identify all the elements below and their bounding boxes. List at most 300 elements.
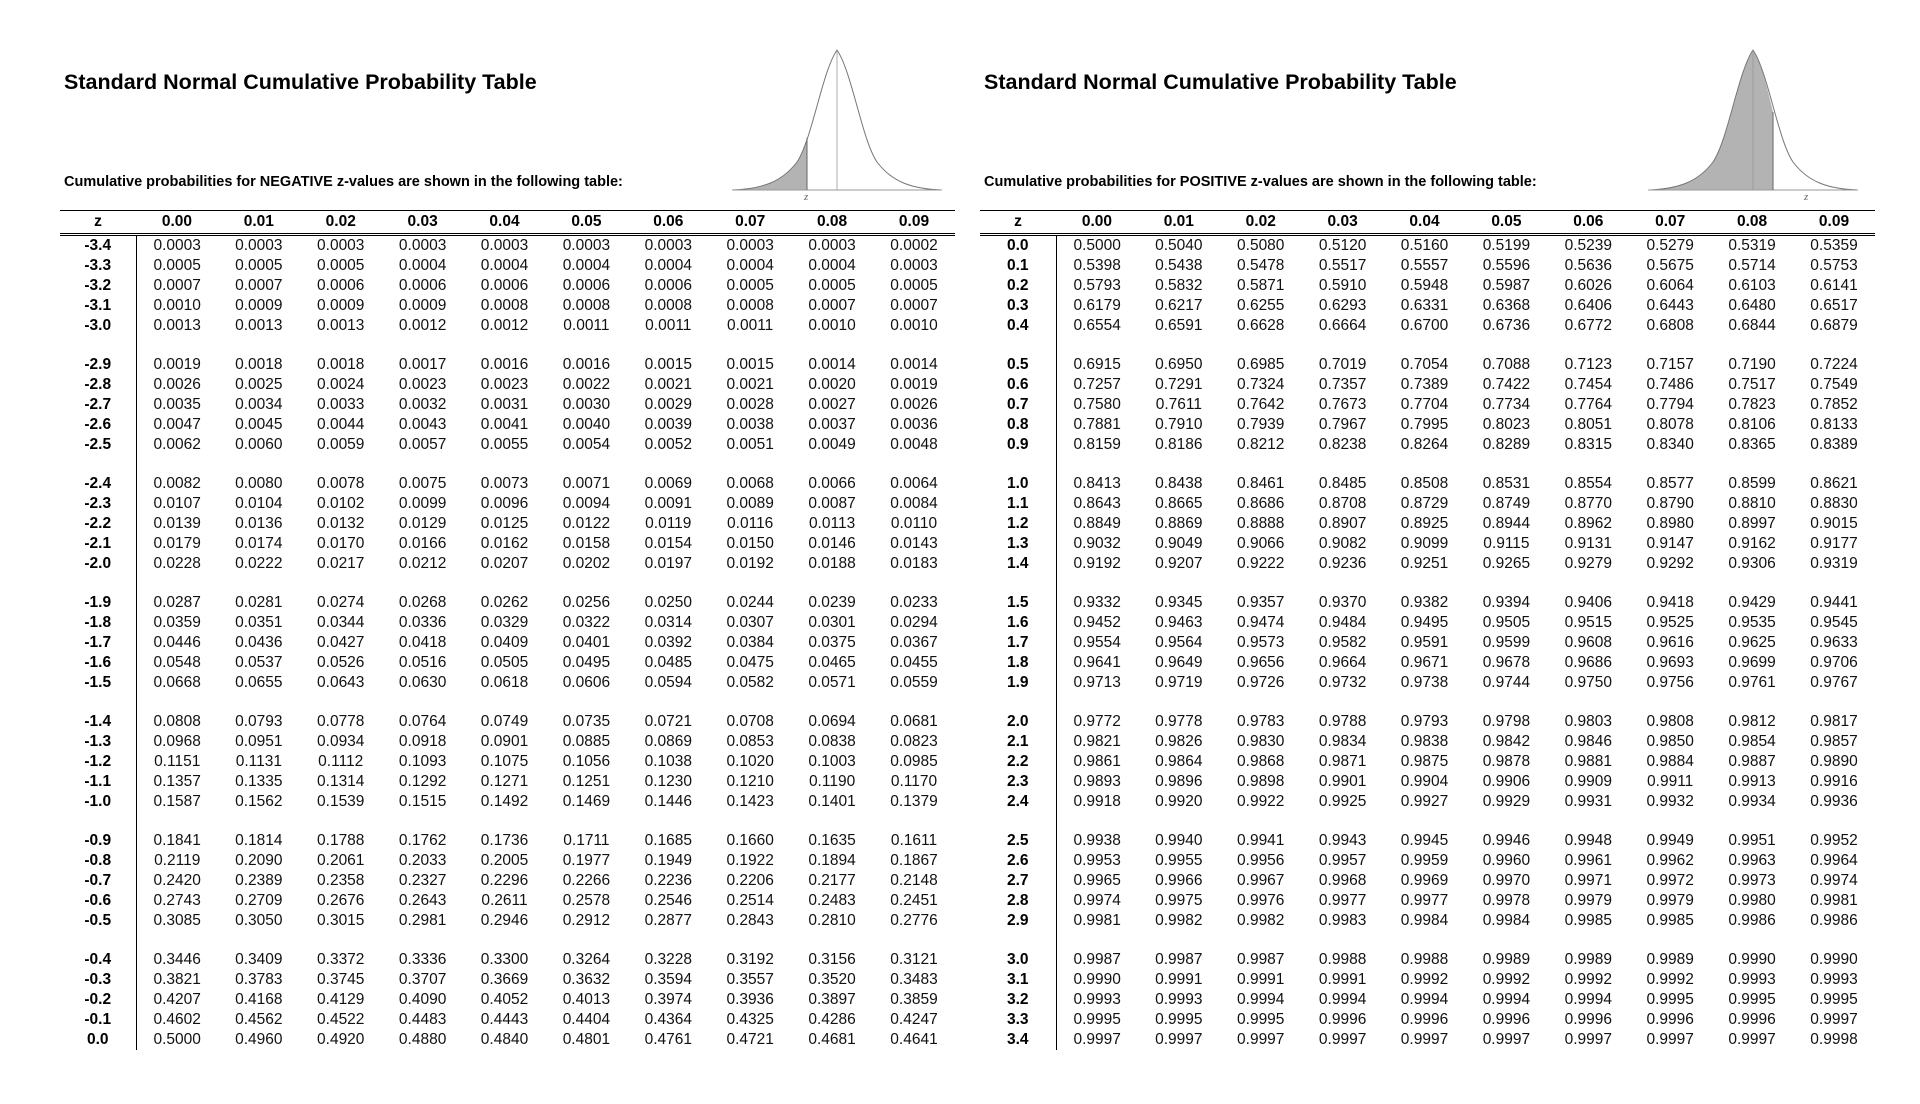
probability-cell: 0.3156	[808, 951, 856, 968]
probability-cell: 0.9222	[1237, 555, 1285, 572]
z-value-cell: 2.2	[980, 752, 1056, 772]
probability-cell: 0.9992	[1564, 971, 1612, 988]
table-row	[980, 891, 1875, 911]
z-value-cell: 1.2	[980, 514, 1056, 534]
probability-cell: 0.0078	[317, 475, 365, 492]
probability-cell: 0.4602	[153, 1011, 201, 1028]
probability-cell: 0.9474	[1237, 614, 1285, 631]
column-header: 0.02	[300, 211, 382, 235]
probability-cell: 0.0009	[398, 297, 447, 314]
probability-cell: 0.9738	[1400, 674, 1449, 691]
probability-cell: 0.1170	[890, 773, 938, 790]
probability-cell: 0.4880	[398, 1031, 447, 1048]
probability-cell: 0.0060	[235, 436, 283, 453]
probability-cell: 0.9927	[1400, 793, 1449, 810]
probability-cell: 0.0034	[235, 396, 283, 413]
table-row	[980, 851, 1875, 871]
probability-cell: 0.4090	[398, 991, 447, 1008]
probability-cell: 0.0735	[562, 713, 611, 730]
probability-cell: 0.2912	[562, 912, 611, 929]
negative-z-table	[60, 210, 955, 1050]
table-row	[980, 990, 1875, 1010]
table-row	[980, 950, 1875, 970]
probability-cell: 0.9922	[1237, 793, 1285, 810]
table-row	[980, 1010, 1875, 1030]
z-value-cell: 3.2	[980, 990, 1056, 1010]
probability-cell: 0.9987	[1237, 951, 1285, 968]
probability-cell: 0.6406	[1564, 297, 1612, 314]
probability-cell: 0.7823	[1728, 396, 1776, 413]
probability-cell: 0.0038	[726, 416, 774, 433]
probability-cell: 0.0013	[153, 317, 201, 334]
probability-cell: 0.9236	[1318, 555, 1367, 572]
probability-cell: 0.9932	[1646, 793, 1694, 810]
z-value-cell: 1.6	[980, 613, 1056, 633]
negative-table-panel	[60, 0, 960, 1104]
positive-table-title: Standard Normal Cumulative Probability Table	[984, 70, 1457, 94]
z-value-cell: 2.0	[980, 712, 1056, 732]
probability-cell: 0.0143	[890, 535, 938, 552]
probability-cell: 0.9981	[1073, 912, 1121, 929]
probability-cell: 0.0516	[398, 654, 447, 671]
table-row	[980, 911, 1875, 931]
probability-cell: 0.1611	[890, 832, 938, 849]
probability-cell: 0.0197	[644, 555, 692, 572]
column-header: 0.06	[627, 211, 709, 235]
probability-cell: 0.9656	[1237, 654, 1285, 671]
probability-cell: 0.8212	[1237, 436, 1285, 453]
probability-cell: 0.2810	[808, 912, 856, 929]
curve-z-label: z	[804, 191, 809, 202]
probability-cell: 0.0139	[153, 515, 201, 532]
probability-cell: 0.9783	[1237, 713, 1285, 730]
probability-cell: 0.9719	[1155, 674, 1203, 691]
probability-cell: 0.4364	[644, 1011, 692, 1028]
probability-cell: 0.1562	[235, 793, 283, 810]
probability-cell: 0.0019	[890, 376, 938, 393]
table-row	[60, 474, 955, 494]
probability-cell: 0.2451	[890, 892, 938, 909]
probability-cell: 0.1190	[808, 773, 856, 790]
probability-cell: 0.3821	[153, 971, 201, 988]
probability-cell: 0.7734	[1482, 396, 1531, 413]
probability-cell: 0.0401	[562, 634, 611, 651]
probability-cell: 0.1401	[808, 793, 856, 810]
probability-cell: 0.9147	[1646, 535, 1694, 552]
probability-cell: 0.0037	[808, 416, 856, 433]
probability-cell: 0.4286	[808, 1011, 856, 1028]
probability-cell: 0.9484	[1318, 614, 1367, 631]
probability-cell: 0.9573	[1237, 634, 1285, 651]
probability-cell: 0.9985	[1564, 912, 1612, 929]
positive-z-table	[980, 210, 1875, 1050]
probability-cell: 0.0655	[235, 674, 283, 691]
probability-cell: 0.5239	[1564, 237, 1612, 254]
probability-cell: 0.9956	[1237, 852, 1285, 869]
probability-cell: 0.3372	[317, 951, 365, 968]
table-row	[60, 256, 955, 276]
probability-cell: 0.8186	[1155, 436, 1203, 453]
probability-cell: 0.0007	[890, 297, 938, 314]
probability-cell: 0.9625	[1728, 634, 1776, 651]
z-value-cell: -0.3	[60, 970, 136, 990]
probability-cell: 0.0359	[153, 614, 201, 631]
probability-cell: 0.9961	[1564, 852, 1612, 869]
table-row	[60, 235, 955, 257]
probability-cell: 0.0099	[398, 495, 447, 512]
z-value-cell: -0.6	[60, 891, 136, 911]
probability-cell: 0.9997	[1318, 1031, 1367, 1048]
table-row	[980, 415, 1875, 435]
positive-table-panel	[980, 0, 1880, 1104]
probability-cell: 0.9996	[1646, 1011, 1694, 1028]
table-row	[60, 792, 955, 812]
probability-cell: 0.9545	[1810, 614, 1858, 631]
probability-cell: 0.0004	[726, 257, 774, 274]
probability-cell: 0.0329	[480, 614, 529, 631]
probability-cell: 0.0985	[890, 753, 938, 770]
probability-cell: 0.2578	[562, 892, 611, 909]
table-row	[60, 395, 955, 415]
probability-cell: 0.6554	[1073, 317, 1121, 334]
z-value-cell: -0.2	[60, 990, 136, 1010]
probability-cell: 0.9938	[1073, 832, 1121, 849]
column-header: 0.07	[1629, 211, 1711, 235]
probability-cell: 0.1292	[398, 773, 447, 790]
probability-cell: 0.6772	[1564, 317, 1612, 334]
negative-table-subtitle: Cumulative probabilities for NEGATIVE z-values are shown in the following table:	[64, 174, 623, 190]
probability-cell: 0.0015	[726, 356, 774, 373]
probability-cell: 0.6591	[1155, 317, 1203, 334]
probability-cell: 0.0045	[235, 416, 283, 433]
probability-cell: 0.5636	[1564, 257, 1612, 274]
probability-cell: 0.9887	[1728, 753, 1776, 770]
shaded-left-area	[1648, 50, 1773, 190]
probability-cell: 0.9671	[1400, 654, 1449, 671]
column-header: 0.08	[1711, 211, 1793, 235]
probability-cell: 0.9515	[1564, 614, 1612, 631]
probability-cell: 0.0102	[317, 495, 365, 512]
probability-cell: 0.0011	[645, 317, 692, 334]
probability-cell: 0.9904	[1400, 773, 1449, 790]
probability-cell: 0.5120	[1318, 237, 1367, 254]
probability-cell: 0.9878	[1482, 753, 1531, 770]
probability-cell: 0.2981	[398, 912, 447, 929]
z-value-cell: -2.4	[60, 474, 136, 494]
probability-cell: 0.9996	[1728, 1011, 1776, 1028]
probability-cell: 0.9772	[1073, 713, 1121, 730]
probability-cell: 0.0051	[726, 436, 774, 453]
probability-cell: 0.8438	[1155, 475, 1203, 492]
probability-cell: 0.0158	[562, 535, 611, 552]
probability-cell: 0.3300	[480, 951, 529, 968]
probability-cell: 0.9988	[1318, 951, 1367, 968]
probability-cell: 0.9608	[1564, 634, 1612, 651]
table-row	[980, 772, 1875, 792]
probability-cell: 0.5714	[1728, 257, 1776, 274]
probability-cell: 0.9987	[1155, 951, 1203, 968]
probability-cell: 0.0336	[398, 614, 447, 631]
probability-cell: 0.7642	[1237, 396, 1285, 413]
probability-cell: 0.9564	[1155, 634, 1203, 651]
table-row	[60, 990, 955, 1010]
probability-cell: 0.0069	[644, 475, 692, 492]
probability-cell: 0.1788	[317, 832, 365, 849]
probability-cell: 0.9997	[1810, 1011, 1858, 1028]
probability-cell: 0.0008	[480, 297, 529, 314]
probability-cell: 0.7995	[1400, 416, 1449, 433]
probability-cell: 0.0256	[562, 594, 611, 611]
probability-cell: 0.9985	[1646, 912, 1694, 929]
probability-cell: 0.9980	[1728, 892, 1776, 909]
probability-cell: 0.1210	[726, 773, 774, 790]
probability-cell: 0.0250	[644, 594, 692, 611]
probability-cell: 0.0222	[235, 555, 283, 572]
probability-cell: 0.5871	[1237, 277, 1285, 294]
probability-cell: 0.9808	[1646, 713, 1694, 730]
probability-cell: 0.7549	[1810, 376, 1858, 393]
probability-cell: 0.4404	[562, 1011, 611, 1028]
probability-cell: 0.9535	[1728, 614, 1776, 631]
probability-cell: 0.9996	[1400, 1011, 1449, 1028]
probability-cell: 0.9987	[1073, 951, 1121, 968]
probability-cell: 0.8665	[1155, 495, 1203, 512]
probability-cell: 0.0007	[808, 297, 856, 314]
probability-cell: 0.6368	[1482, 297, 1531, 314]
probability-cell: 0.0048	[890, 436, 938, 453]
probability-cell: 0.2177	[808, 872, 856, 889]
probability-cell: 0.1867	[890, 852, 938, 869]
probability-cell: 0.1762	[398, 832, 447, 849]
probability-cell: 0.2148	[890, 872, 938, 889]
probability-cell: 0.9982	[1237, 912, 1285, 929]
z-value-cell: -1.4	[60, 712, 136, 732]
probability-cell: 0.9881	[1564, 753, 1612, 770]
probability-cell: 0.0136	[235, 515, 283, 532]
probability-cell: 0.9951	[1728, 832, 1776, 849]
probability-cell: 0.0003	[808, 237, 856, 254]
probability-cell: 0.2090	[235, 852, 283, 869]
column-header: 0.03	[382, 211, 464, 235]
probability-cell: 0.2327	[398, 872, 447, 889]
z-value-cell: 2.3	[980, 772, 1056, 792]
table-row	[60, 673, 955, 693]
probability-cell: 0.0281	[235, 594, 283, 611]
probability-cell: 0.0049	[808, 436, 856, 453]
probability-cell: 0.9406	[1564, 594, 1612, 611]
probability-cell: 0.0505	[480, 654, 529, 671]
probability-cell: 0.0073	[480, 475, 529, 492]
probability-cell: 0.1635	[808, 832, 856, 849]
probability-cell: 0.9015	[1810, 515, 1858, 532]
probability-cell: 0.9966	[1155, 872, 1203, 889]
probability-cell: 0.0301	[808, 614, 856, 631]
table-row	[60, 415, 955, 435]
probability-cell: 0.1894	[808, 852, 856, 869]
z-value-cell: -0.5	[60, 911, 136, 931]
probability-cell: 0.0057	[398, 436, 447, 453]
probability-cell: 0.8810	[1728, 495, 1776, 512]
probability-cell: 0.2358	[317, 872, 365, 889]
probability-cell: 0.9633	[1810, 634, 1858, 651]
probability-cell: 0.7517	[1728, 376, 1776, 393]
probability-cell: 0.7019	[1318, 356, 1367, 373]
probability-cell: 0.9177	[1810, 535, 1858, 552]
probability-cell: 0.9986	[1810, 912, 1858, 929]
probability-cell: 0.8643	[1073, 495, 1121, 512]
probability-cell: 0.9997	[1482, 1031, 1531, 1048]
probability-cell: 0.9750	[1564, 674, 1612, 691]
probability-cell: 0.9991	[1237, 971, 1285, 988]
table-row	[60, 831, 955, 851]
probability-cell: 0.9963	[1728, 852, 1776, 869]
z-value-cell: -1.0	[60, 792, 136, 812]
probability-cell: 0.8997	[1728, 515, 1776, 532]
probability-cell: 0.2877	[644, 912, 692, 929]
probability-cell: 0.9995	[1237, 1011, 1285, 1028]
probability-cell: 0.0027	[808, 396, 856, 413]
probability-cell: 0.0239	[808, 594, 856, 611]
probability-cell: 0.0004	[398, 257, 447, 274]
probability-cell: 0.0031	[480, 396, 529, 413]
probability-cell: 0.0012	[398, 317, 447, 334]
probability-cell: 0.0681	[890, 713, 938, 730]
probability-cell: 0.0019	[153, 356, 201, 373]
table-row	[60, 772, 955, 792]
probability-cell: 0.0287	[153, 594, 201, 611]
probability-cell: 0.9975	[1155, 892, 1203, 909]
probability-cell: 0.0918	[398, 733, 447, 750]
probability-cell: 0.8849	[1073, 515, 1121, 532]
probability-cell: 0.9732	[1318, 674, 1367, 691]
probability-cell: 0.9131	[1564, 535, 1612, 552]
probability-cell: 0.0694	[808, 713, 856, 730]
table-row	[60, 911, 955, 931]
probability-cell: 0.0004	[808, 257, 856, 274]
probability-cell: 0.8413	[1073, 475, 1121, 492]
probability-cell: 0.9964	[1810, 852, 1858, 869]
probability-cell: 0.9032	[1073, 535, 1121, 552]
probability-cell: 0.0179	[153, 535, 201, 552]
z-value-cell: 0.1	[980, 256, 1056, 276]
probability-cell: 0.0033	[317, 396, 365, 413]
probability-cell: 0.9981	[1810, 892, 1858, 909]
probability-cell: 0.3483	[890, 971, 938, 988]
probability-cell: 0.0228	[153, 555, 201, 572]
probability-cell: 0.9678	[1482, 654, 1531, 671]
probability-cell: 0.9850	[1646, 733, 1694, 750]
probability-cell: 0.7881	[1073, 416, 1121, 433]
probability-cell: 0.4013	[562, 991, 611, 1008]
row-group-spacer	[980, 455, 1875, 474]
probability-cell: 0.7704	[1400, 396, 1449, 413]
probability-cell: 0.8577	[1646, 475, 1694, 492]
probability-cell: 0.9993	[1728, 971, 1776, 988]
probability-cell: 0.0052	[644, 436, 692, 453]
probability-cell: 0.1841	[153, 832, 201, 849]
column-header: 0.04	[1384, 211, 1466, 235]
row-group-spacer	[60, 455, 955, 474]
probability-cell: 0.1539	[317, 793, 365, 810]
probability-cell: 0.9994	[1482, 991, 1531, 1008]
probability-cell: 0.9984	[1482, 912, 1531, 929]
z-value-cell: -1.2	[60, 752, 136, 772]
probability-cell: 0.6950	[1155, 356, 1203, 373]
probability-cell: 0.0032	[398, 396, 447, 413]
probability-cell: 0.4562	[235, 1011, 283, 1028]
probability-cell: 0.0014	[890, 356, 938, 373]
probability-cell: 0.9265	[1482, 555, 1531, 572]
row-group-spacer	[60, 931, 955, 950]
probability-cell: 0.8830	[1810, 495, 1858, 512]
probability-cell: 0.9948	[1564, 832, 1612, 849]
probability-cell: 0.5675	[1646, 257, 1694, 274]
probability-cell: 0.7673	[1318, 396, 1367, 413]
probability-cell: 0.3409	[235, 951, 283, 968]
table-row	[980, 494, 1875, 514]
z-value-cell: -0.1	[60, 1010, 136, 1030]
probability-cell: 0.8106	[1728, 416, 1776, 433]
z-value-cell: -2.5	[60, 435, 136, 455]
probability-cell: 0.9463	[1155, 614, 1203, 631]
probability-cell: 0.8238	[1318, 436, 1367, 453]
probability-cell: 0.8365	[1728, 436, 1776, 453]
probability-cell: 0.3228	[644, 951, 692, 968]
probability-cell: 0.7123	[1564, 356, 1612, 373]
probability-cell: 0.7257	[1073, 376, 1121, 393]
table-row	[60, 534, 955, 554]
probability-cell: 0.3745	[317, 971, 365, 988]
probability-cell: 0.0028	[726, 396, 774, 413]
right-shaded-curve-icon	[1648, 42, 1858, 202]
probability-cell: 0.0021	[644, 376, 692, 393]
probability-cell: 0.3707	[398, 971, 447, 988]
probability-cell: 0.4761	[644, 1031, 692, 1048]
table-row	[60, 732, 955, 752]
z-value-cell: 2.6	[980, 851, 1056, 871]
table-row	[980, 732, 1875, 752]
table-row	[980, 375, 1875, 395]
probability-cell: 0.0485	[644, 654, 692, 671]
table-row	[60, 712, 955, 732]
probability-cell: 0.9582	[1318, 634, 1367, 651]
probability-cell: 0.9641	[1073, 654, 1121, 671]
table-row	[60, 316, 955, 336]
probability-cell: 0.1151	[154, 753, 201, 770]
probability-cell: 0.6985	[1237, 356, 1285, 373]
probability-cell: 0.5000	[1073, 237, 1121, 254]
probability-cell: 0.0351	[235, 614, 283, 631]
probability-cell: 0.4129	[317, 991, 365, 1008]
table-row	[980, 355, 1875, 375]
probability-cell: 0.6517	[1810, 297, 1858, 314]
probability-cell: 0.6293	[1318, 297, 1367, 314]
z-value-cell: 2.4	[980, 792, 1056, 812]
probability-cell: 0.0047	[153, 416, 201, 433]
probability-cell: 0.0030	[562, 396, 611, 413]
probability-cell: 0.0559	[890, 674, 938, 691]
probability-cell: 0.9952	[1810, 832, 1858, 849]
probability-cell: 0.8531	[1482, 475, 1531, 492]
probability-cell: 0.9970	[1482, 872, 1531, 889]
probability-cell: 0.9896	[1155, 773, 1203, 790]
table-row	[980, 474, 1875, 494]
probability-cell: 0.0003	[480, 237, 529, 254]
probability-cell: 0.0409	[480, 634, 529, 651]
probability-cell: 0.0020	[808, 376, 856, 393]
probability-cell: 0.1038	[644, 753, 692, 770]
row-group-spacer	[60, 812, 955, 831]
